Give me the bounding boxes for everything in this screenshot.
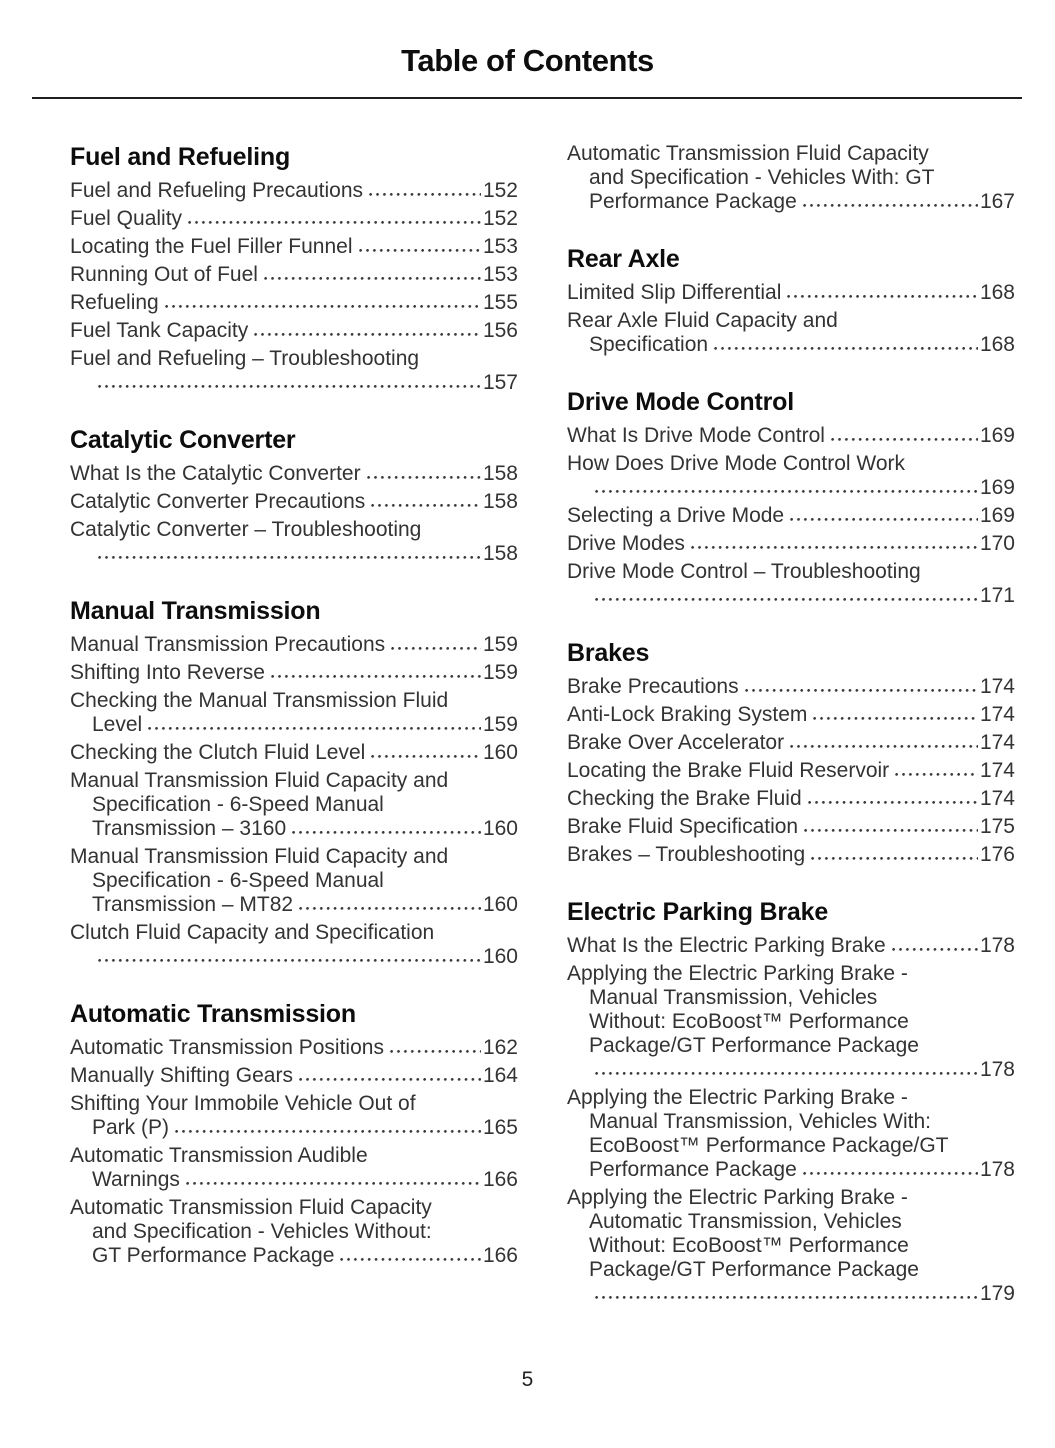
dot-leader (595, 489, 978, 494)
toc-entry[interactable] (70, 291, 518, 315)
entry-text: Locating the Fuel Filler Funnel (70, 235, 353, 258)
entry-page-number: 167 (979, 190, 1015, 213)
entry-line (70, 817, 518, 841)
dot-leader (299, 906, 481, 911)
toc-entry[interactable] (70, 207, 518, 231)
toc-column-right (567, 142, 1015, 1310)
entry-text: Brake Precautions (567, 675, 739, 698)
dot-leader (186, 1181, 481, 1186)
toc-entry[interactable] (567, 424, 1015, 448)
toc-entry[interactable] (70, 263, 518, 287)
entry-line: Checking the Manual Transmission Fluid (70, 689, 449, 712)
entry-text: What Is the Electric Parking Brake (567, 934, 886, 957)
toc-entry[interactable] (70, 769, 518, 841)
toc-entry[interactable] (567, 731, 1015, 755)
entry-page-number: 178 (979, 1158, 1015, 1181)
toc-entry[interactable] (567, 1186, 1015, 1306)
entry-text: Transmission – MT82 (92, 893, 294, 916)
entry-line: Without: EcoBoost™ Performance (589, 1010, 909, 1033)
toc-entry[interactable] (567, 703, 1015, 727)
dot-leader (271, 674, 481, 679)
entry-line (567, 675, 1015, 699)
entry-line: Applying the Electric Parking Brake - (567, 1186, 908, 1209)
entry-line: Shifting Your Immobile Vehicle Out of (70, 1092, 416, 1115)
entry-line: Automatic Transmission Fluid Capacity (70, 1196, 432, 1219)
entry-page-number: 158 (482, 542, 518, 565)
toc-entry[interactable] (567, 787, 1015, 811)
entry-page-number: 155 (482, 291, 518, 314)
entry-text: Manually Shifting Gears (70, 1064, 293, 1087)
toc-entry[interactable] (567, 309, 1015, 357)
entry-page-number: 156 (482, 319, 518, 342)
toc-entry[interactable] (567, 675, 1015, 699)
entry-page-number: 174 (979, 703, 1015, 726)
entry-page-number: 153 (482, 235, 518, 258)
dot-leader (369, 192, 481, 197)
entry-line (70, 319, 518, 343)
entry-line: Specification - 6-Speed Manual (92, 869, 384, 892)
entry-page-number: 160 (482, 945, 518, 968)
entry-line: Manual Transmission, Vehicles (589, 986, 878, 1009)
entry-line (567, 934, 1015, 958)
entry-text: Limited Slip Differential (567, 281, 782, 304)
entry-page-number: 152 (482, 207, 518, 230)
dot-leader (808, 800, 978, 805)
dot-leader (359, 248, 481, 253)
entry-line: Automatic Transmission, Vehicles (589, 1210, 902, 1233)
entry-page-number: 162 (482, 1036, 518, 1059)
dot-leader (165, 304, 481, 309)
dot-leader (340, 1257, 481, 1262)
dot-leader (790, 517, 978, 522)
entry-text: Drive Modes (567, 532, 685, 555)
dot-leader (803, 203, 978, 208)
entry-line (567, 504, 1015, 528)
toc-entry[interactable] (70, 179, 518, 203)
entry-line: EcoBoost™ Performance Package/GT (589, 1134, 949, 1157)
entry-line: Manual Transmission Fluid Capacity and (70, 769, 449, 792)
entry-line: Package/GT Performance Package (589, 1034, 919, 1057)
dot-leader (367, 475, 481, 480)
dot-leader (175, 1129, 481, 1134)
entry-line (567, 759, 1015, 783)
entry-line: Automatic Transmission Fluid Capacity (567, 142, 929, 165)
toc-entry[interactable] (567, 532, 1015, 556)
entry-line (70, 1116, 518, 1140)
entry-page-number: 160 (482, 893, 518, 916)
section-heading: Automatic Transmission (70, 1000, 356, 1028)
toc-entry[interactable] (70, 490, 518, 514)
entry-line (70, 1168, 518, 1192)
entry-line (70, 207, 518, 231)
entry-page-number: 153 (482, 263, 518, 286)
entry-page-number: 159 (482, 633, 518, 656)
entry-text: Brakes – Troubleshooting (567, 843, 806, 866)
entry-line (70, 235, 518, 259)
entry-text: Transmission – 3160 (92, 817, 287, 840)
entry-text: Locating the Brake Fluid Reservoir (567, 759, 890, 782)
entry-line (567, 1058, 1015, 1082)
toc-entry[interactable] (567, 142, 1015, 214)
dot-leader (292, 830, 481, 835)
toc-entry[interactable] (567, 1086, 1015, 1182)
entry-line (70, 371, 518, 395)
entry-line (567, 815, 1015, 839)
entry-text: GT Performance Package (92, 1244, 335, 1267)
entry-text: Catalytic Converter Precautions (70, 490, 366, 513)
entry-page-number: 164 (482, 1064, 518, 1087)
entry-page-number: 178 (979, 934, 1015, 957)
dot-leader (790, 744, 978, 749)
dot-leader (813, 716, 978, 721)
dot-leader (254, 332, 481, 337)
entry-page-number: 174 (979, 675, 1015, 698)
toc-entry[interactable] (567, 452, 1015, 500)
entry-page-number: 159 (482, 661, 518, 684)
entry-line (567, 1282, 1015, 1306)
entry-line (70, 490, 518, 514)
toc-entry[interactable] (70, 845, 518, 917)
toc-entry[interactable] (70, 921, 518, 969)
entry-text: Brake Over Accelerator (567, 731, 785, 754)
toc-entry[interactable] (70, 741, 518, 765)
dot-leader (803, 1171, 978, 1176)
entry-line: Without: EcoBoost™ Performance (589, 1234, 909, 1257)
page-number-footer: 5 (521, 1368, 534, 1391)
dot-leader (831, 437, 978, 442)
entry-text: Fuel Quality (70, 207, 183, 230)
entry-page-number: 158 (482, 462, 518, 485)
entry-page-number: 160 (482, 741, 518, 764)
entry-page-number: 174 (979, 787, 1015, 810)
entry-line (567, 703, 1015, 727)
entry-page-number: 168 (979, 333, 1015, 356)
dot-leader (98, 958, 481, 963)
dot-leader (299, 1077, 481, 1082)
section-heading: Brakes (567, 639, 650, 667)
entry-text: Checking the Brake Fluid (567, 787, 802, 810)
toc-entry[interactable] (70, 1144, 518, 1192)
entry-line (567, 281, 1015, 305)
entry-page-number: 179 (979, 1282, 1015, 1305)
dot-leader (98, 555, 481, 560)
entry-line (70, 1064, 518, 1088)
entry-line (70, 713, 518, 737)
toc-entry[interactable] (70, 661, 518, 685)
dot-leader (595, 1071, 978, 1076)
entry-line (70, 263, 518, 287)
toc-entry[interactable] (70, 689, 518, 737)
section-heading: Rear Axle (567, 245, 680, 273)
entry-text: Refueling (70, 291, 159, 314)
entry-line: Catalytic Converter – Troubleshooting (70, 518, 422, 541)
dot-leader (892, 947, 978, 952)
section-heading: Catalytic Converter (70, 426, 296, 454)
dot-leader (371, 754, 481, 759)
dot-leader (745, 688, 978, 693)
entry-line: Manual Transmission, Vehicles With: (589, 1110, 931, 1133)
toc-entry[interactable] (70, 462, 518, 486)
entry-line (567, 843, 1015, 867)
section-heading: Drive Mode Control (567, 388, 794, 416)
entry-page-number: 169 (979, 476, 1015, 499)
entry-line (567, 787, 1015, 811)
entry-page-number: 168 (979, 281, 1015, 304)
dot-leader (148, 726, 481, 731)
entry-page-number: 174 (979, 731, 1015, 754)
entry-line: Package/GT Performance Package (589, 1258, 919, 1281)
entry-line (567, 476, 1015, 500)
dot-leader (371, 503, 481, 508)
entry-line: and Specification - Vehicles Without: (92, 1220, 432, 1243)
section-heading: Manual Transmission (70, 597, 321, 625)
entry-page-number: 171 (979, 584, 1015, 607)
toc-entry[interactable] (70, 1092, 518, 1140)
toc-entry[interactable] (70, 1064, 518, 1088)
toc-entry[interactable] (567, 962, 1015, 1082)
toc-entry[interactable] (70, 518, 518, 566)
toc-entry[interactable] (567, 504, 1015, 528)
entry-text: Running Out of Fuel (70, 263, 258, 286)
entry-line (567, 584, 1015, 608)
toc-column-left (70, 142, 518, 1310)
title-divider (32, 97, 1022, 99)
entry-line (567, 424, 1015, 448)
entry-text: Level (92, 713, 143, 736)
entry-line (70, 542, 518, 566)
entry-text: Fuel and Refueling Precautions (70, 179, 364, 202)
entry-line: Clutch Fluid Capacity and Specification (70, 921, 435, 944)
entry-page-number: 152 (482, 179, 518, 202)
dot-leader (691, 545, 978, 550)
dot-leader (804, 828, 978, 833)
entry-text: Fuel Tank Capacity (70, 319, 249, 342)
toc-entry[interactable] (70, 235, 518, 259)
entry-page-number: 157 (482, 371, 518, 394)
entry-line (70, 661, 518, 685)
entry-page-number: 176 (979, 843, 1015, 866)
entry-line: Applying the Electric Parking Brake - (567, 962, 908, 985)
entry-line: Specification - 6-Speed Manual (92, 793, 384, 816)
entry-line (70, 1036, 518, 1060)
dot-leader (264, 276, 481, 281)
entry-page-number: 169 (979, 424, 1015, 447)
entry-line (567, 333, 1015, 357)
entry-text: Manual Transmission Precautions (70, 633, 386, 656)
dot-leader (811, 856, 978, 861)
entry-text: Performance Package (589, 190, 797, 213)
entry-text: What Is Drive Mode Control (567, 424, 825, 447)
toc-entry[interactable] (567, 934, 1015, 958)
entry-page-number: 159 (482, 713, 518, 736)
entry-text: Automatic Transmission Positions (70, 1036, 384, 1059)
entry-text: Park (P) (92, 1116, 170, 1139)
toc-columns (70, 142, 1015, 1310)
entry-text: Warnings (92, 1168, 180, 1191)
section-heading: Fuel and Refueling (70, 143, 291, 171)
dot-leader (595, 597, 978, 602)
entry-line (70, 741, 518, 765)
dot-leader (787, 294, 978, 299)
dot-leader (98, 384, 481, 389)
dot-leader (595, 1295, 978, 1300)
page-title: Table of Contents (401, 43, 654, 78)
entry-page-number: 175 (979, 815, 1015, 838)
toc-entry[interactable] (567, 759, 1015, 783)
dot-leader (895, 772, 978, 777)
entry-page-number: 166 (482, 1244, 518, 1267)
entry-text: Anti-Lock Braking System (567, 703, 808, 726)
entry-line: Applying the Electric Parking Brake - (567, 1086, 908, 1109)
entry-line (567, 1158, 1015, 1182)
entry-line (70, 462, 518, 486)
dot-leader (391, 646, 481, 651)
entry-line: Drive Mode Control – Troubleshooting (567, 560, 921, 583)
entry-text: Shifting Into Reverse (70, 661, 265, 684)
toc-entry[interactable] (567, 560, 1015, 608)
entry-line (567, 532, 1015, 556)
entry-line: and Specification - Vehicles With: GT (589, 166, 935, 189)
entry-line (70, 179, 518, 203)
entry-text: Specification (589, 333, 709, 356)
toc-entry[interactable] (567, 843, 1015, 867)
entry-text: Brake Fluid Specification (567, 815, 799, 838)
entry-page-number: 166 (482, 1168, 518, 1191)
dot-leader (188, 220, 481, 225)
entry-page-number: 158 (482, 490, 518, 513)
entry-line (70, 1244, 518, 1268)
section-heading: Electric Parking Brake (567, 898, 829, 926)
entry-line: How Does Drive Mode Control Work (567, 452, 906, 475)
entry-line (70, 633, 518, 657)
entry-line: Rear Axle Fluid Capacity and (567, 309, 838, 332)
toc-entry[interactable] (70, 347, 518, 395)
entry-page-number: 169 (979, 504, 1015, 527)
dot-leader (714, 346, 978, 351)
entry-page-number: 165 (482, 1116, 518, 1139)
toc-entry[interactable] (70, 633, 518, 657)
toc-entry[interactable] (70, 319, 518, 343)
entry-line (70, 945, 518, 969)
entry-page-number: 178 (979, 1058, 1015, 1081)
entry-text: Selecting a Drive Mode (567, 504, 785, 527)
toc-entry[interactable] (70, 1196, 518, 1268)
dot-leader (390, 1049, 481, 1054)
entry-line (70, 893, 518, 917)
entry-text: What Is the Catalytic Converter (70, 462, 361, 485)
entry-line (567, 731, 1015, 755)
entry-page-number: 174 (979, 759, 1015, 782)
entry-line (70, 291, 518, 315)
entry-text: Checking the Clutch Fluid Level (70, 741, 366, 764)
entry-line: Fuel and Refueling – Troubleshooting (70, 347, 420, 370)
entry-line: Automatic Transmission Audible (70, 1144, 368, 1167)
toc-entry[interactable] (70, 1036, 518, 1060)
entry-line (567, 190, 1015, 214)
toc-entry[interactable] (567, 281, 1015, 305)
entry-page-number: 170 (979, 532, 1015, 555)
toc-entry[interactable] (567, 815, 1015, 839)
entry-text: Performance Package (589, 1158, 797, 1181)
entry-line: Manual Transmission Fluid Capacity and (70, 845, 449, 868)
entry-page-number: 160 (482, 817, 518, 840)
